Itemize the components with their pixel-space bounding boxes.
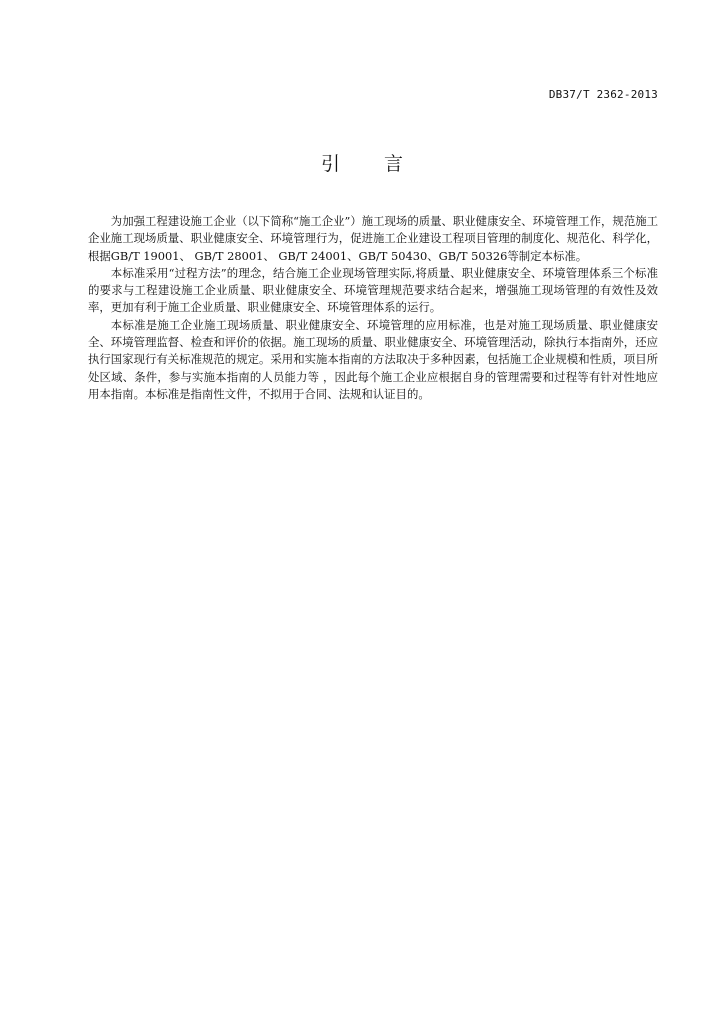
paragraph: 本标准是施工企业施工现场质量、职业健康安全、环境管理的应用标准，也是对施工现场质量、职业健康安全、环境管理监督、检查和评价的依据。施工现场的质量、职业健康安全、环境管理活动，除执行本指南外，还应执行国家现行有关标准规范的规定。采用和实施本指南的方法取决于多种因素，包括施工企业规模和性质，项目所处区域、条件，参与实施本指南的人员能力等 ，因此每个施工企业应根据自身的管理需要和过程等有针对性地应用本指南。本标准是指南性文件，不拟用于合同、法规和认证目的。 — [88, 317, 658, 401]
paragraph: 为加强工程建设施工企业（以下简称“施工企业”）施工现场的质量、职业健康安全、环境管理工作，规范施工企业施工现场质量、职业健康安全、环境管理行为，促进施工企业建设工程项目管理的制度化、规范化、科学化，根据GB/T 19001、 GB/T 28001、 GB/T 24001、GB/T 50430、GB/T 50326等制定本标准。 — [88, 214, 658, 263]
introduction-body — [88, 213, 658, 403]
standard-code: DB37/T 2362-2013 — [548, 88, 658, 101]
paragraph: 本标准采用“过程方法”的理念，结合施工企业现场管理实际,将质量、职业健康安全、环境管理体系三个标准的要求与工程建设施工企业质量、职业健康安全、环境管理规范要求结合起来，增强施工现场管理的有效性及效率，更加有利于施工企业质量、职业健康安全、环境管理体系的运行。 — [88, 265, 658, 315]
page-title: 引言 — [320, 153, 447, 175]
